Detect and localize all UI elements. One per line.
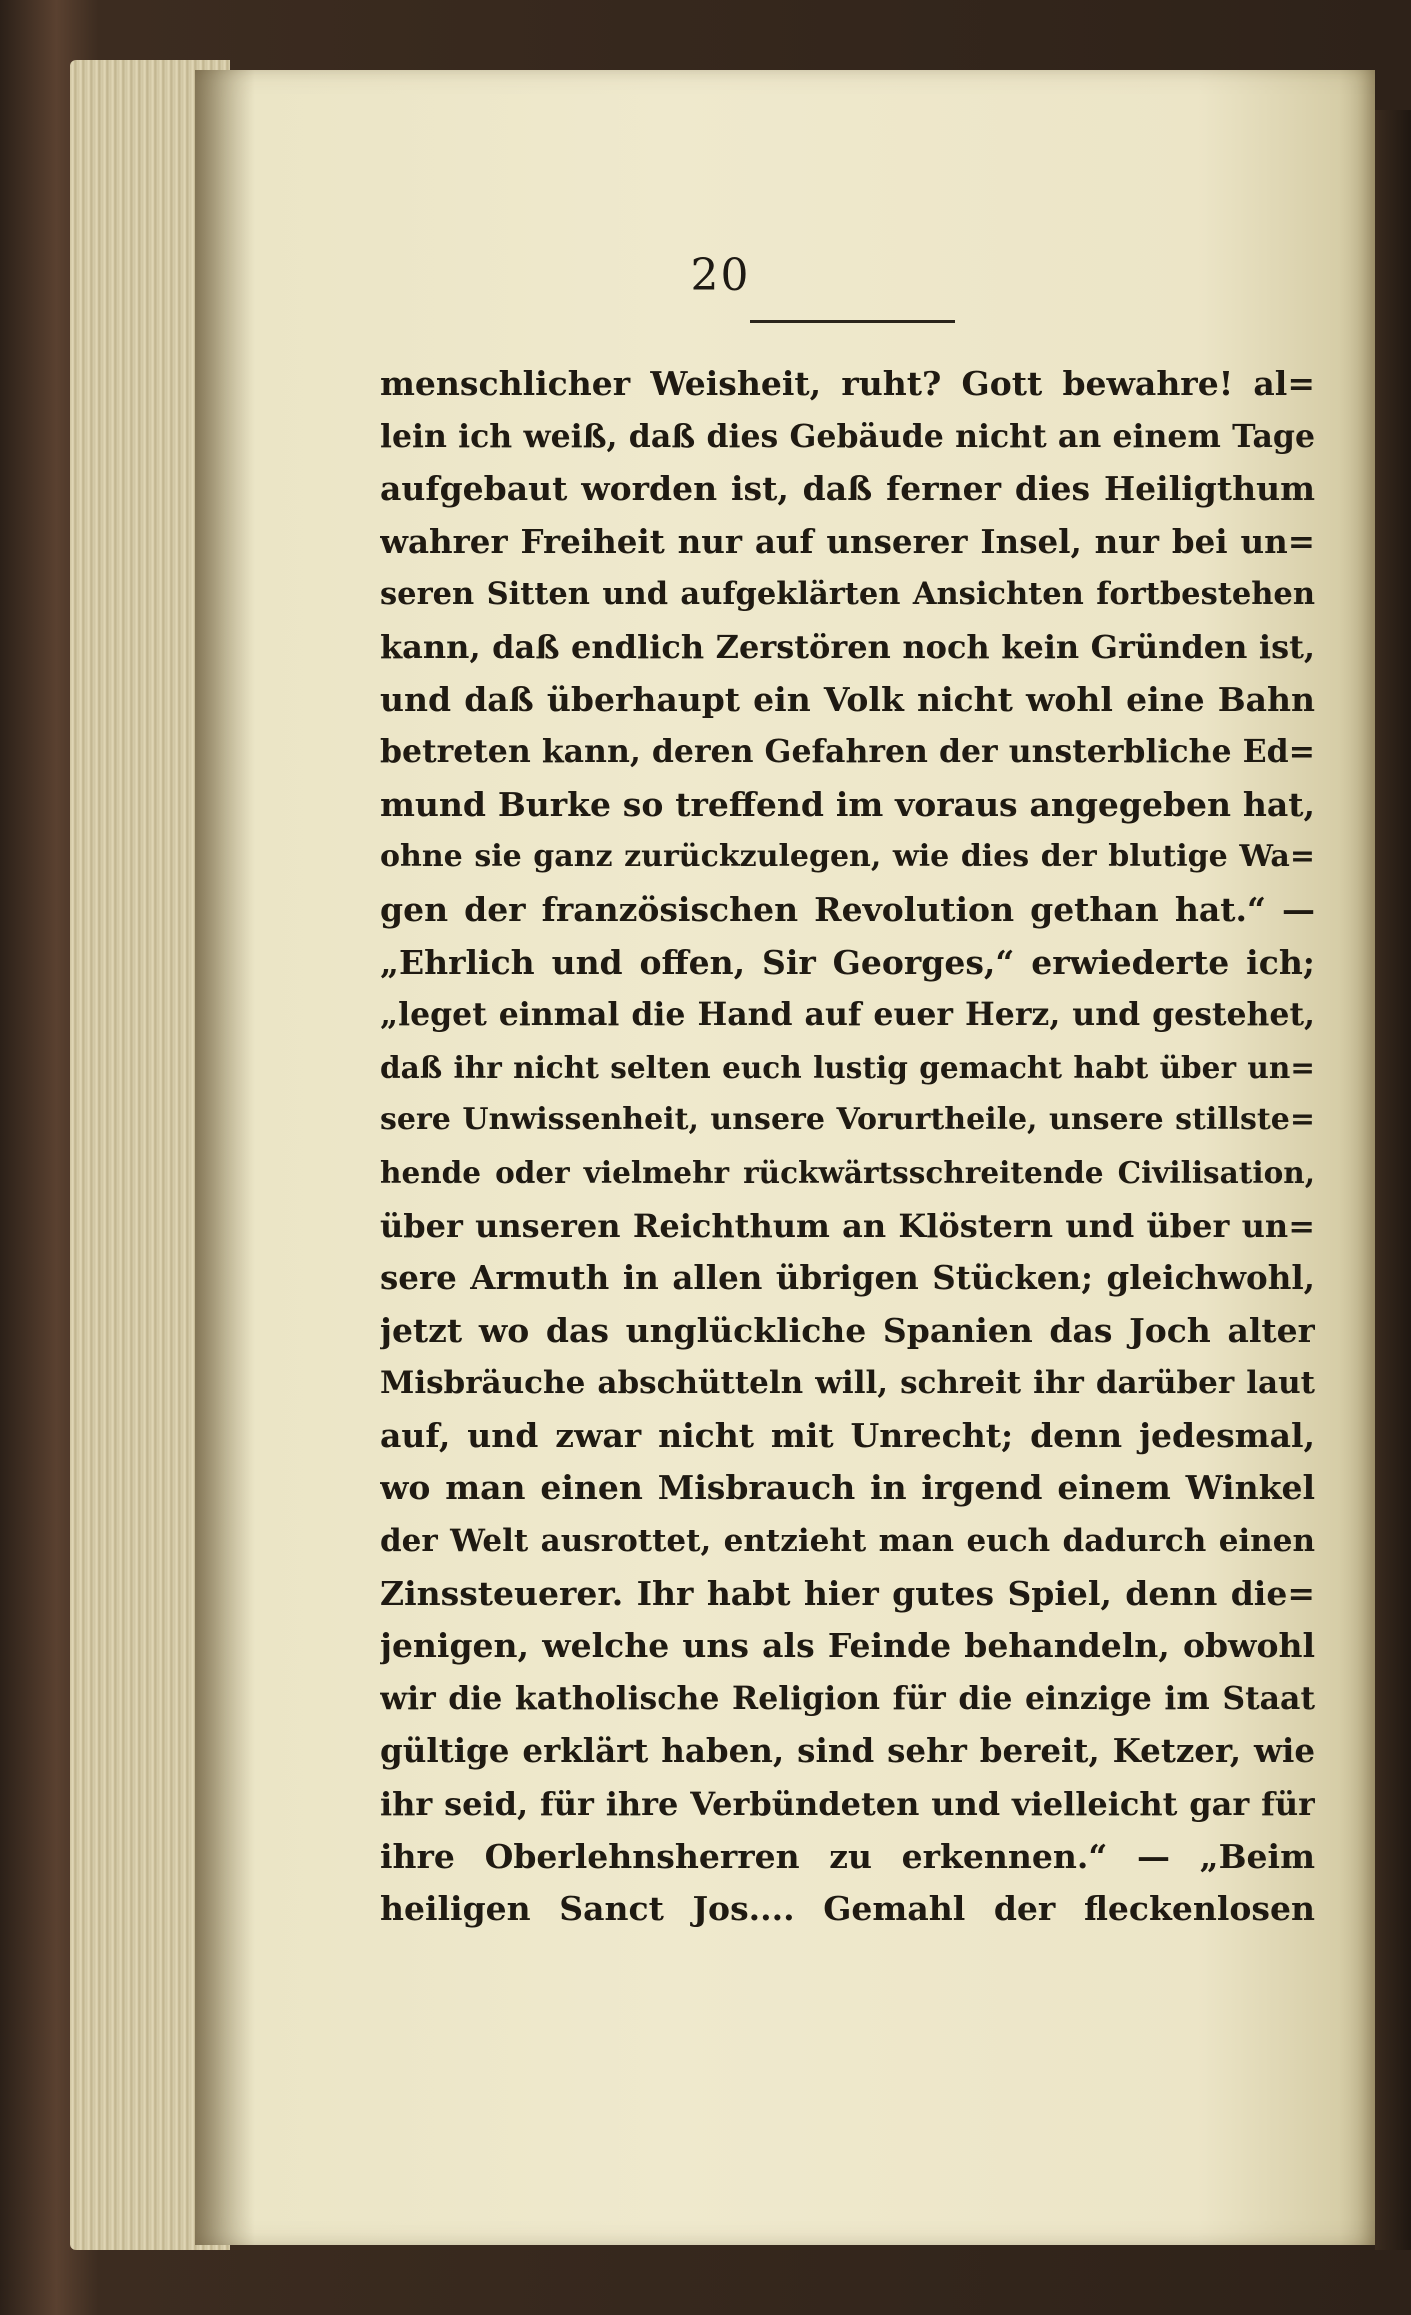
text-line: aufgebaut worden ist, daß ferner dies Heiligthum <box>380 469 1315 509</box>
text-line: ihr seid, für ihre Verbündeten und vielleicht gar für <box>380 1785 1315 1824</box>
text-line: mund Burke so treffend im voraus angegeben hat, <box>380 784 1315 824</box>
text-line: gültige erklärt haben, sind sehr bereit, Ketzer, wie <box>380 1731 1315 1771</box>
text-line: ihre Oberlehnsherren zu erkennen.“ — „Beim <box>380 1836 1315 1876</box>
page-number: 20 <box>690 250 751 301</box>
text-line: lein ich weiß, daß dies Gebäude nicht an einem Tage <box>380 417 1315 455</box>
text-line: sere Unwissenheit, unsere Vorurtheile, unsere stillste= <box>380 1102 1315 1138</box>
text-line: heiligen Sanct Jos.... Gemahl der fleckenlosen <box>380 1889 1315 1929</box>
spine-shadow <box>195 70 255 2245</box>
header-rule <box>750 320 955 323</box>
text-line: gen der französischen Revolution gethan hat.“ — <box>380 889 1315 929</box>
text-line: daß ihr nicht selten euch lustig gemacht habt über un= <box>380 1049 1315 1085</box>
text-line: seren Sitten und aufgeklärten Ansichten fortbestehen <box>380 576 1315 613</box>
text-line: „leget einmal die Hand auf euer Herz, und gestehet, <box>380 996 1315 1034</box>
text-line: kann, daß endlich Zerstören noch kein Gründen ist, <box>380 627 1315 666</box>
text-line: der Welt ausrottet, entzieht man euch dadurch einen <box>380 1523 1315 1560</box>
text-line: jetzt wo das unglückliche Spanien das Joch alter <box>380 1310 1315 1350</box>
text-line: menschlicher Weisheit, ruht? Gott bewahre! al= <box>380 364 1315 403</box>
text-line: jenigen, welche uns als Feinde behandeln, obwohl <box>380 1626 1315 1666</box>
body-text <box>380 358 1315 1936</box>
text-line: wir die katholische Religion für die einzige im Staat <box>380 1679 1315 1717</box>
text-line: ohne sie ganz zurückzulegen, wie dies der blutige Wa= <box>380 839 1315 875</box>
text-line: Misbräuche abschütteln will, schreit ihr darüber laut <box>380 1365 1315 1402</box>
text-line: sere Armuth in allen übrigen Stücken; gleichwohl, <box>380 1258 1315 1298</box>
text-line: wahrer Freiheit nur auf unserer Insel, nur bei un= <box>380 521 1315 561</box>
text-line: auf, und zwar nicht mit Unrecht; denn jedesmal, <box>380 1415 1315 1455</box>
text-line: wo man einen Misbrauch in irgend einem Winkel <box>380 1468 1315 1508</box>
text-line: „Ehrlich und offen, Sir Georges,“ erwiederte ich; <box>380 942 1315 982</box>
text-line: und daß überhaupt ein Volk nicht wohl eine Bahn <box>380 679 1315 719</box>
text-line: hende oder vielmehr rückwärtsschreitende Civilisation, <box>380 1154 1315 1190</box>
text-line: über unseren Reichthum an Klöstern und über un= <box>380 1206 1315 1245</box>
book-cover-edge <box>1375 110 1411 2250</box>
text-line: Zinssteuerer. Ihr habt hier gutes Spiel, denn die= <box>380 1573 1315 1613</box>
text-line: betreten kann, deren Gefahren der unsterbliche Ed= <box>380 733 1315 771</box>
